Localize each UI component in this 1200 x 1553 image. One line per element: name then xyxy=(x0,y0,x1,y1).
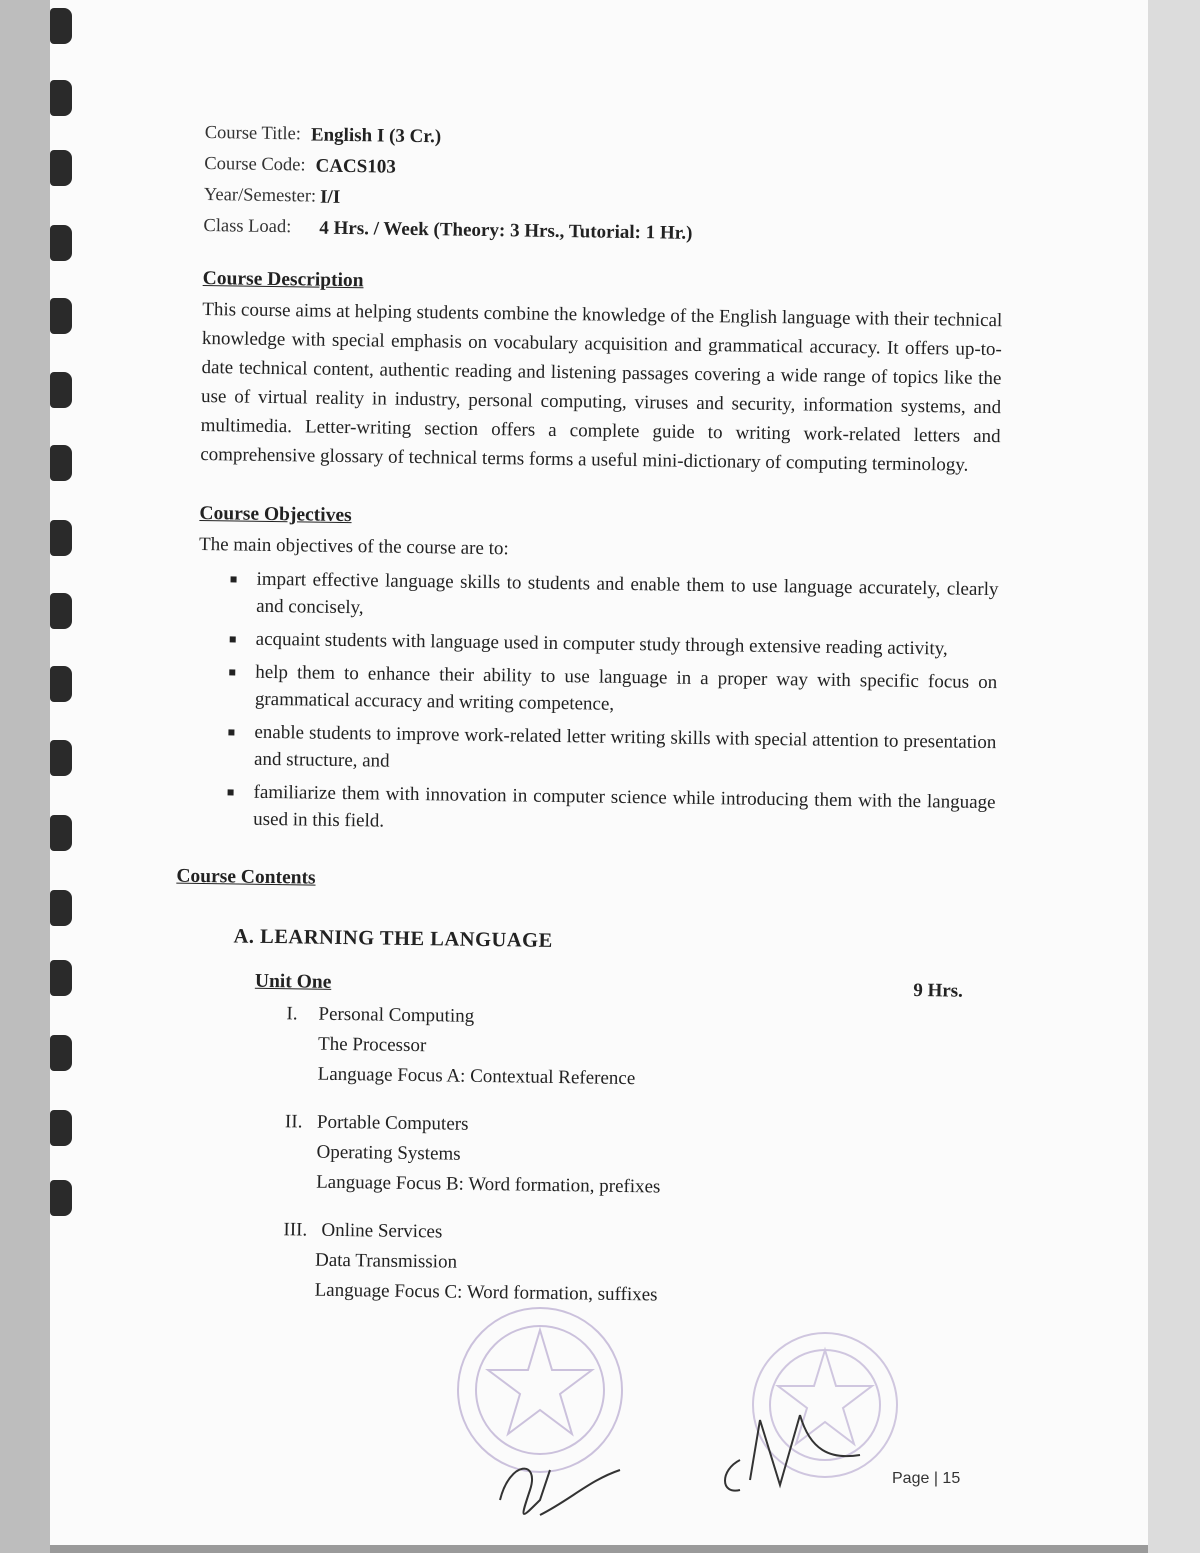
scanner-right-edge xyxy=(1148,0,1200,1553)
binder-hole xyxy=(50,80,72,116)
topic-subitem: Language Focus B: Word formation, prefixes xyxy=(316,1171,661,1197)
topic-group xyxy=(285,999,992,1099)
course-description-text: This course aims at helping students combine the knowledge of the English language with their technical knowledge with special emphasis on vocabulary acquisition and grammatical accuracy. It offers up-to-date technical content, authentic reading and listening passages covering a wide range of topics like the use of virtual reality in industry, personal computing, viruses and security, information systems, and multimedia. Letter-writing section offers a complete guide to writing work-related letters and comprehensive glossary of technical terms forms a useful mini-dictionary of computing terminology. xyxy=(200,299,1003,476)
bullet-icon xyxy=(228,789,234,795)
binder-hole xyxy=(50,150,72,186)
binder-hole xyxy=(50,1110,72,1146)
topic-subitem: Data Transmission xyxy=(314,1249,458,1273)
list-item xyxy=(224,718,997,783)
topic-number: I. xyxy=(286,1002,298,1024)
binder-hole xyxy=(50,593,72,629)
objective-text: familiarize them with innovation in computer science while introducing them with the language used in this field. xyxy=(253,781,996,832)
course-contents-heading: Course Contents xyxy=(176,865,316,889)
topic-subitem: Language Focus C: Word formation, suffixes xyxy=(314,1279,658,1305)
course-code-label: Course Code: xyxy=(204,153,306,176)
signature-icon xyxy=(710,1400,880,1510)
binder-hole xyxy=(50,372,72,408)
objectives-list xyxy=(195,565,999,843)
topic-number: III. xyxy=(283,1218,308,1241)
objective-text: acquaint students with language used in computer study through extensive reading activity, xyxy=(255,628,948,660)
objectives-intro: The main objectives of the course are to: xyxy=(198,533,509,559)
scanner-left-edge xyxy=(0,0,50,1553)
bullet-icon xyxy=(231,576,237,582)
topic-group xyxy=(284,1107,991,1207)
class-load-value: 4 Hrs. / Week (Theory: 3 Hrs., Tutorial: 1 Hr.) xyxy=(319,217,693,244)
course-title-value: English I (3 Cr.) xyxy=(310,124,442,148)
binder-hole xyxy=(50,890,72,926)
bullet-icon xyxy=(229,669,235,675)
topic-subitem: Language Focus A: Contextual Reference xyxy=(317,1063,636,1089)
topic-title: Portable Computers xyxy=(316,1111,469,1135)
binder-hole xyxy=(50,520,72,556)
class-load-label: Class Load: xyxy=(203,215,292,238)
binder-hole xyxy=(50,740,72,776)
list-item xyxy=(226,565,999,630)
list-item xyxy=(225,658,998,723)
year-semester-value: I/I xyxy=(319,186,341,208)
topic-subitem: The Processor xyxy=(317,1033,427,1056)
topic-number: II. xyxy=(284,1110,303,1132)
course-description-heading: Course Description xyxy=(202,267,364,292)
document-content xyxy=(176,118,1005,1333)
topic-title: Personal Computing xyxy=(318,1003,475,1027)
binder-hole xyxy=(50,960,72,996)
binder-hole xyxy=(50,8,72,44)
scanner-bottom-edge xyxy=(50,1545,1148,1553)
course-code-value: CACS103 xyxy=(315,155,396,178)
bullet-icon xyxy=(228,729,234,735)
list-item xyxy=(226,625,998,663)
year-semester-label: Year/Semester: xyxy=(203,184,317,207)
course-title-label: Course Title: xyxy=(204,122,302,145)
binder-hole xyxy=(50,225,72,261)
bullet-icon xyxy=(230,636,236,642)
unit-title: Unit One xyxy=(254,970,332,993)
signature-icon xyxy=(480,1440,630,1530)
topic-title: Online Services xyxy=(321,1219,443,1242)
section-a-heading: A. LEARNING THE LANGUAGE xyxy=(233,925,553,953)
binder-hole xyxy=(50,445,72,481)
objective-text: help them to enhance their ability to use language in a proper way with specific focus on grammatical accuracy and writing competence, xyxy=(254,661,998,715)
topic-subitem: Operating Systems xyxy=(316,1141,461,1165)
binder-hole xyxy=(50,1180,72,1216)
list-item xyxy=(223,778,996,843)
binder-hole xyxy=(50,815,72,851)
page-number: Page | 15 xyxy=(892,1470,961,1487)
course-objectives-heading: Course Objectives xyxy=(199,503,352,527)
unit-hours: 9 Hrs. xyxy=(913,979,964,1002)
objective-text: impart effective language skills to students and enable them to use language accurately, clearly and concisely, xyxy=(256,568,999,619)
binder-hole xyxy=(50,666,72,702)
binder-hole xyxy=(50,1035,72,1071)
objective-text: enable students to improve work-related letter writing skills with special attention to presentation and structure, and xyxy=(253,721,997,772)
binder-hole xyxy=(50,298,72,334)
